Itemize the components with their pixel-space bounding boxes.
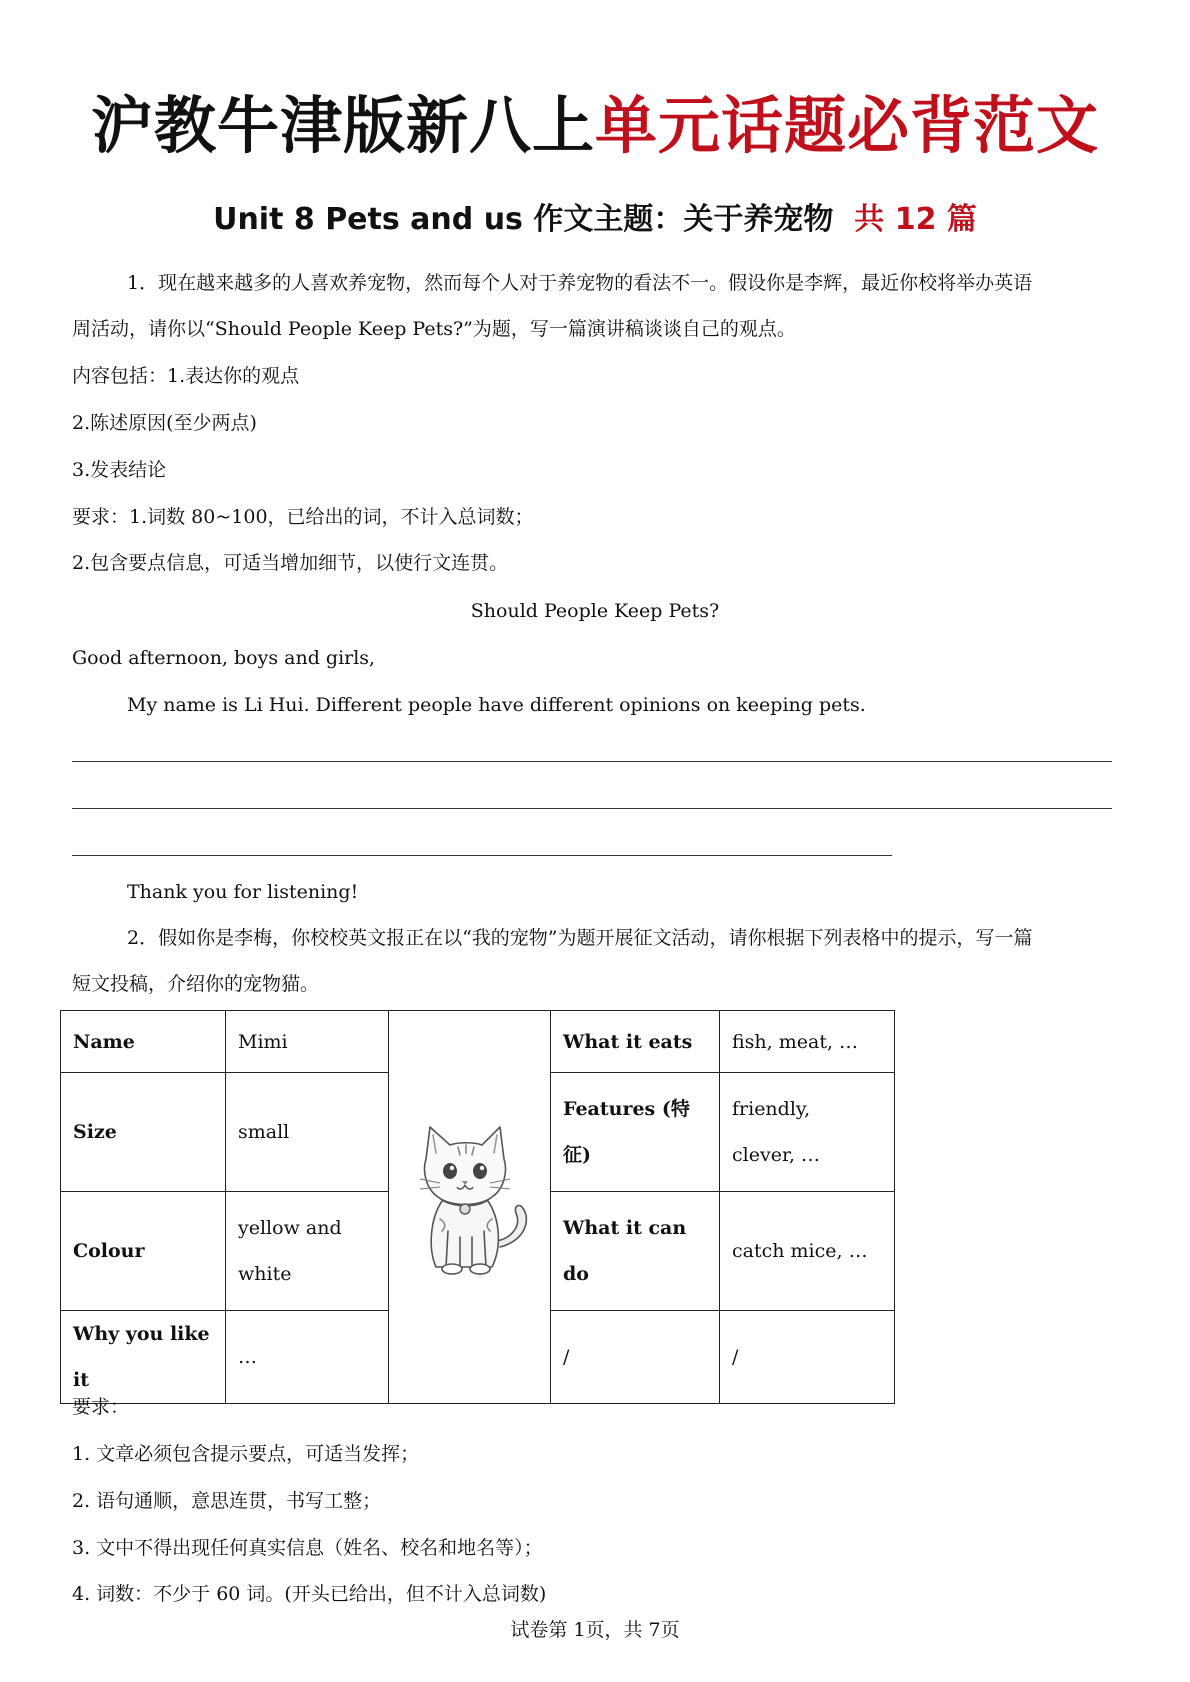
size-value: small [226,1073,389,1192]
q1-content-3: 3.发表结论 [72,459,167,481]
name-value: Mimi [226,1011,389,1073]
eats-value: fish, meat, … [720,1011,895,1073]
q2-requirement-1: 1. 文章必须包含提示要点，可适当发挥； [72,1443,420,1465]
colour-value-1: yellow and [238,1217,342,1239]
q2-requirement-4: 4. 词数：不少于 60 词。(开头已给出，但不计入总词数) [72,1583,547,1605]
q2-requirements-title: 要求： [72,1396,130,1418]
cando-label: What it can do [551,1192,720,1311]
size-label: Size [61,1073,226,1192]
title-black: 沪教牛津版新八上 [90,89,595,162]
q2-prompt-line-2: 短文投稿，介绍你的宠物猫。 [72,973,320,995]
q1-requirement-1: 要求：1.词数 80~100，已给出的词，不计入总词数； [72,506,534,528]
q1-opening: My name is Li Hui. Different people have different opinions on keeping pets. [127,694,866,716]
subtitle-main: Unit 8 Pets and us 作文主题：关于养宠物 [213,202,834,237]
name-label: Name [61,1011,226,1073]
document-title [0,89,1190,162]
table-row [61,1011,895,1073]
page-footer: 试卷第 1页，共 7页 [510,1619,680,1641]
features-label: Features (特征) [551,1073,720,1192]
q2-prompt-line-1: 2．假如你是李梅，你校校英文报正在以“我的宠物”为题开展征文活动，请你根据下列表格中的提示，写一篇 [127,927,1033,949]
features-value-2: clever, … [732,1144,821,1166]
subtitle-count: 共 12 篇 [854,202,977,237]
slash-cell-1: / [551,1311,720,1404]
answer-line[interactable] [72,808,1112,809]
why-label: Why you like it [61,1311,226,1404]
q1-content-intro: 内容包括：1.表达你的观点 [72,365,300,387]
slash-cell-2: / [720,1311,895,1404]
q1-prompt-line-2: 周活动，请你以“Should People Keep Pets?”为题，写一篇演讲稿谈谈自己的观点。 [72,318,796,340]
q2-requirement-2: 2. 语句通顺，意思连贯，书写工整； [72,1490,382,1512]
colour-value [226,1192,389,1311]
q1-greeting: Good afternoon, boys and girls, [72,647,376,669]
features-value [720,1073,895,1192]
q1-content-2: 2.陈述原因(至少两点) [72,412,257,434]
q2-requirement-3: 3. 文中不得出现任何真实信息（姓名、校名和地名等）； [72,1537,543,1559]
eats-label: What it eats [551,1011,720,1073]
colour-value-2: white [238,1263,292,1285]
answer-line[interactable] [72,761,1112,762]
title-red: 单元话题必背范文 [595,89,1100,162]
q1-closing: Thank you for listening! [127,881,359,903]
answer-line[interactable] [72,855,892,856]
q1-requirement-2: 2.包含要点信息，可适当增加细节，以使行文连贯。 [72,552,509,574]
cat-image-cell [389,1011,551,1404]
features-value-1: friendly, [732,1098,811,1120]
colour-label: Colour [61,1192,226,1311]
q1-prompt-line-1: 1．现在越来越多的人喜欢养宠物，然而每个人对于养宠物的看法不一。假设你是李辉，最近你校将举办英语 [127,272,1033,294]
cando-value: catch mice, … [720,1192,895,1311]
q1-essay-title: Should People Keep Pets? [470,600,720,622]
pet-info-table [60,1010,895,1404]
why-value: … [226,1311,389,1404]
document-subtitle [0,202,1190,237]
cat-illustration [400,1119,540,1279]
